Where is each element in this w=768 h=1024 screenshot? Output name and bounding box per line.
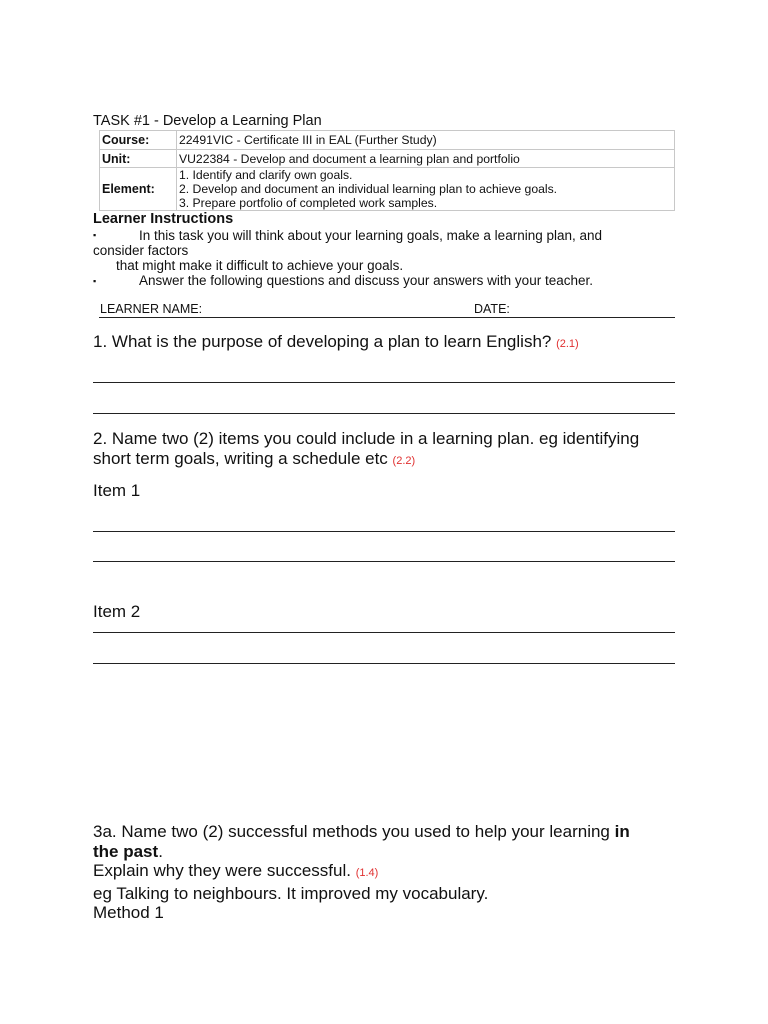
date-label: DATE: [474, 302, 510, 316]
instruction-text: consider factors [93, 243, 189, 258]
question-3a [93, 822, 693, 923]
element-label: Element: [100, 168, 177, 211]
question-3a-ref: (1.4) [355, 867, 379, 879]
course-value: 22491VIC - Certificate III in EAL (Further Study) [177, 131, 675, 150]
question-3a-bold: the past [93, 841, 159, 861]
question-3a-line1: 3a. Name two (2) successful methods you used to help your learning [93, 822, 610, 841]
question-1-ref: (2.1) [556, 338, 579, 350]
question-3a-bold: in [614, 822, 630, 841]
instruction-text: In this task you will think about your learning goals, make a learning plan, and [139, 228, 603, 243]
question-2 [93, 429, 639, 471]
instruction-text: Answer the following questions and discuss your answers with your teacher. [139, 273, 593, 288]
task-title: TASK #1 - Develop a Learning Plan [93, 113, 322, 129]
unit-value: VU22384 - Develop and document a learning plan and portfolio [177, 150, 675, 168]
element-line: 3. Prepare portfolio of completed work samples. [179, 196, 438, 210]
element-value [177, 168, 675, 211]
question-2-line1: 2. Name two (2) items you could include in a learning plan. eg identifying [93, 429, 640, 448]
unit-label: Unit: [100, 150, 177, 168]
item-2-label: Item 2 [93, 602, 141, 621]
question-3a-period: . [158, 841, 163, 861]
answer-line[interactable] [93, 531, 675, 532]
bullet-icon: ▪ [93, 276, 97, 286]
element-line: 1. Identify and clarify own goals. [179, 168, 353, 182]
element-line: 2. Develop and document an individual learning plan to achieve goals. [179, 182, 558, 196]
course-label: Course: [100, 131, 177, 150]
answer-line[interactable] [93, 561, 675, 562]
method-1-label: Method 1 [93, 903, 164, 922]
answer-line[interactable] [93, 382, 675, 383]
answer-line[interactable] [93, 663, 675, 664]
item-1-label: Item 1 [93, 481, 141, 500]
learner-instructions-heading: Learner Instructions [93, 211, 234, 227]
question-1 [93, 332, 579, 355]
answer-line[interactable] [93, 413, 675, 414]
question-2-ref: (2.2) [392, 454, 416, 467]
question-1-text: 1. What is the purpose of developing a plan to learn English? [93, 332, 552, 351]
question-3a-example: eg Talking to neighbours. It improved my vocabulary. [93, 883, 489, 903]
instruction-text: that might make it difficult to achieve your goals. [116, 258, 404, 273]
bullet-icon: ▪ [93, 230, 97, 240]
name-date-line[interactable] [99, 317, 675, 318]
question-2-line2: short term goals, writing a schedule etc [93, 448, 388, 468]
learner-name-label: LEARNER NAME: [100, 302, 203, 316]
answer-line[interactable] [93, 632, 675, 633]
course-info-table [99, 130, 675, 211]
question-3a-line3: Explain why they were successful. [93, 861, 351, 880]
